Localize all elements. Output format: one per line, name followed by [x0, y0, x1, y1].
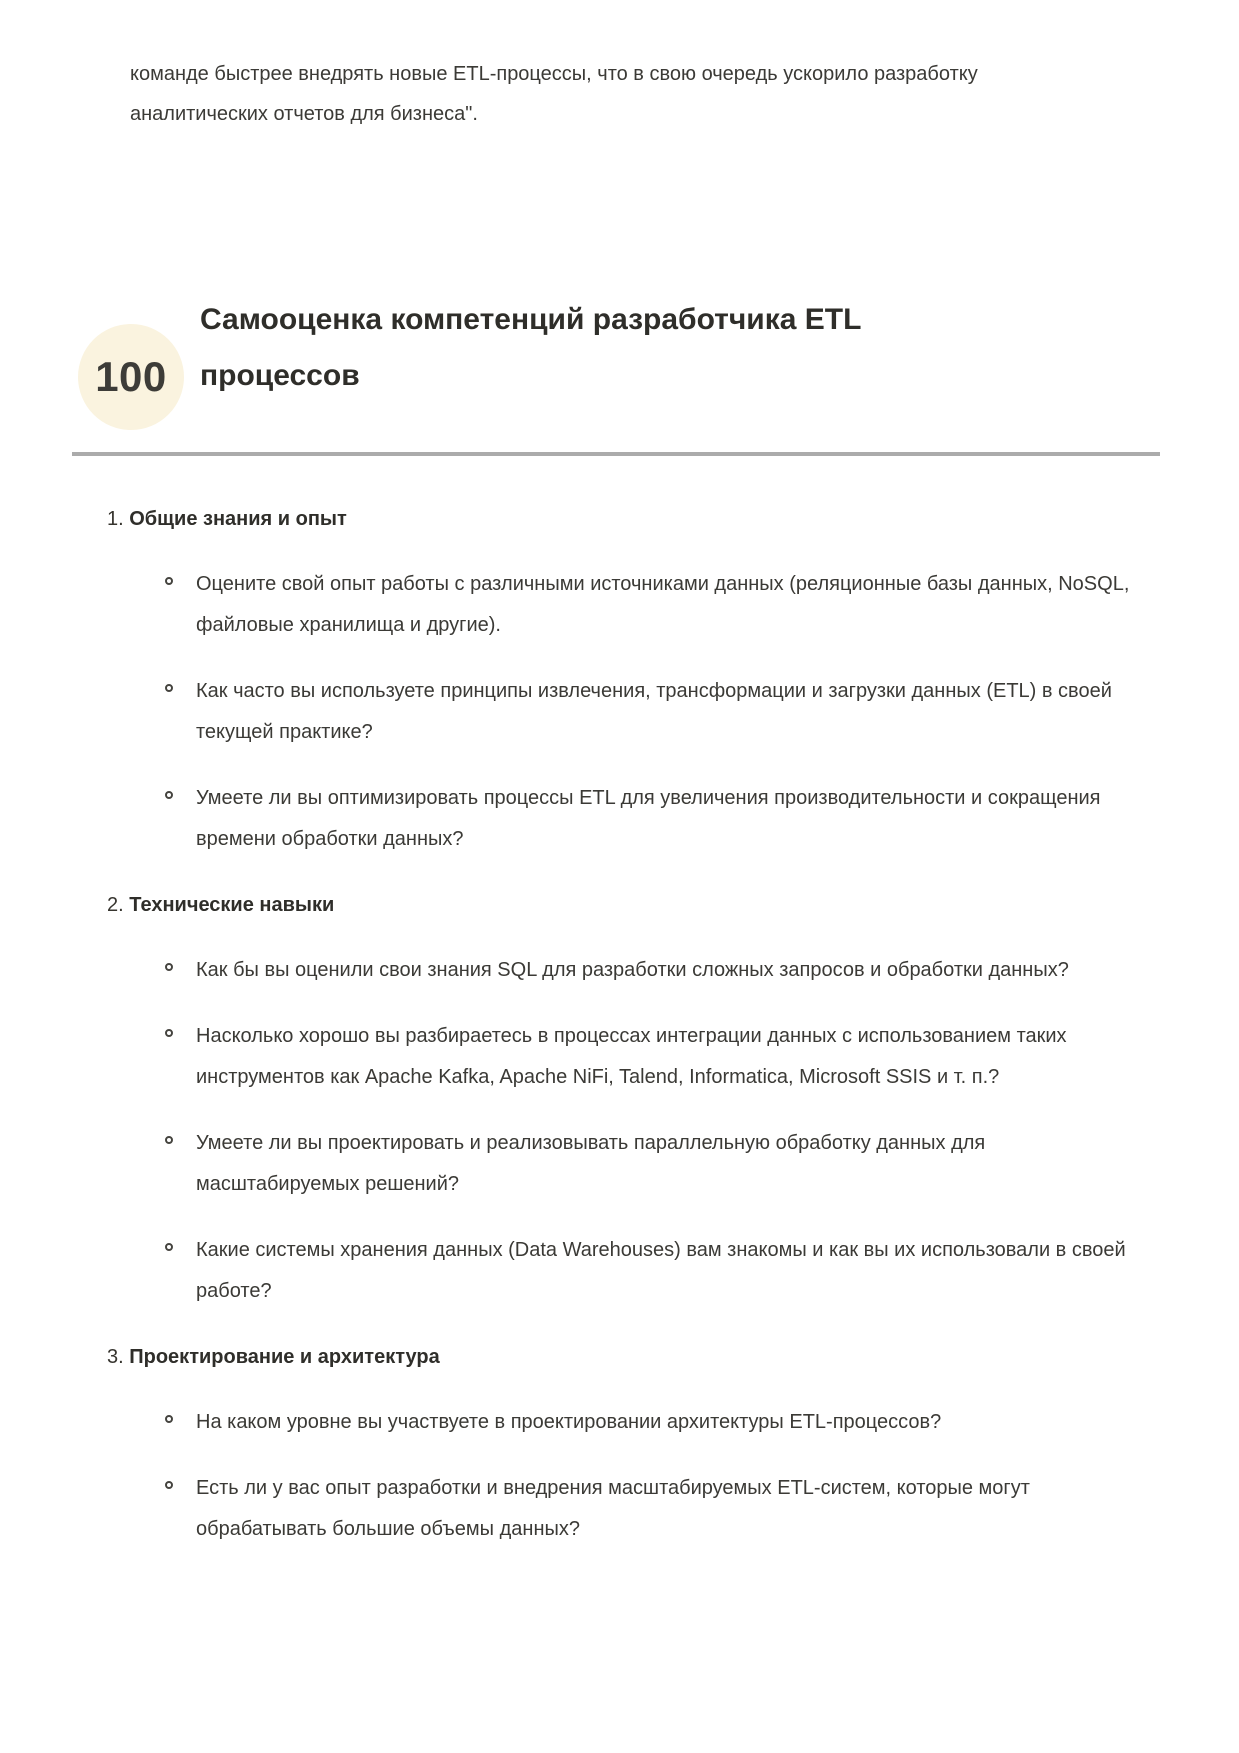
bullet-text: Есть ли у вас опыт разработки и внедрения масштабируемых ETL-систем, которые могут обрабатывать большие объемы данных? [196, 1477, 1030, 1540]
list-item [163, 1468, 1138, 1550]
section-number: 3. [107, 1346, 124, 1368]
bullet-list [163, 1402, 1160, 1550]
badge-number: 100 [95, 353, 167, 400]
section-heading [107, 1342, 1160, 1372]
bullet-list [163, 564, 1160, 860]
bullet-text: Насколько хорошо вы разбираетесь в процессах интеграции данных с использованием таких инструментов как Apache Kafka, Apache NiFi, Talend, Informatica, Microsoft SSIS и т. п.? [196, 1025, 1067, 1088]
list-item [163, 1123, 1138, 1205]
bullet-circle-icon [165, 1481, 173, 1489]
section-number: 1. [107, 508, 124, 530]
section-title: Проектирование и архитектура [129, 1346, 440, 1368]
bullet-circle-icon [165, 791, 173, 799]
bullet-circle-icon [165, 1415, 173, 1423]
page-title: Самооценка компетенций разработчика ETL процессов [200, 303, 861, 392]
bullet-circle-icon [165, 963, 173, 971]
list-item [163, 671, 1138, 753]
bullet-text: Оцените свой опыт работы с различными источниками данных (реляционные базы данных, NoSQL, файловые хранилища и другие). [196, 573, 1130, 636]
bullet-text: На каком уровне вы участвуете в проектировании архитектуры ETL-процессов? [196, 1411, 942, 1433]
sections-list [72, 504, 1160, 1550]
section-heading [107, 504, 1160, 534]
bullet-text: Умеете ли вы оптимизировать процессы ETL для увеличения производительности и сокращения времени обработки данных? [196, 787, 1101, 850]
list-item [163, 1402, 1138, 1443]
bullet-text: Как часто вы используете принципы извлечения, трансформации и загрузки данных (ETL) в своей текущей практике? [196, 680, 1112, 743]
section-title: Технические навыки [129, 894, 335, 916]
list-item [163, 1230, 1138, 1312]
bullet-text: Какие системы хранения данных (Data Warehouses) вам знакомы и как вы их использовали в своей работе? [196, 1239, 1126, 1302]
list-item [163, 778, 1138, 860]
heading-block [78, 292, 1160, 430]
bullet-text: Умеете ли вы проектировать и реализовывать параллельную обработку данных для масштабируемых решений? [196, 1132, 986, 1195]
section-title: Общие знания и опыт [129, 508, 347, 530]
bullet-circle-icon [165, 1243, 173, 1251]
title-divider [72, 452, 1160, 456]
section-number: 2. [107, 894, 124, 916]
intro-paragraph: команде быстрее внедрять новые ETL-процессы, что в свою очередь ускорило разработку аналитических отчетов для бизнеса". [130, 63, 978, 125]
list-item [163, 564, 1138, 646]
list-item [163, 1016, 1138, 1098]
bullet-circle-icon [165, 577, 173, 585]
number-badge [78, 324, 184, 430]
bullet-circle-icon [165, 1136, 173, 1144]
section-heading [107, 890, 1160, 920]
bullet-circle-icon [165, 684, 173, 692]
bullet-text: Как бы вы оценили свои знания SQL для разработки сложных запросов и обработки данных? [196, 959, 1069, 981]
list-item [163, 950, 1138, 991]
bullet-list [163, 950, 1160, 1312]
bullet-circle-icon [165, 1029, 173, 1037]
